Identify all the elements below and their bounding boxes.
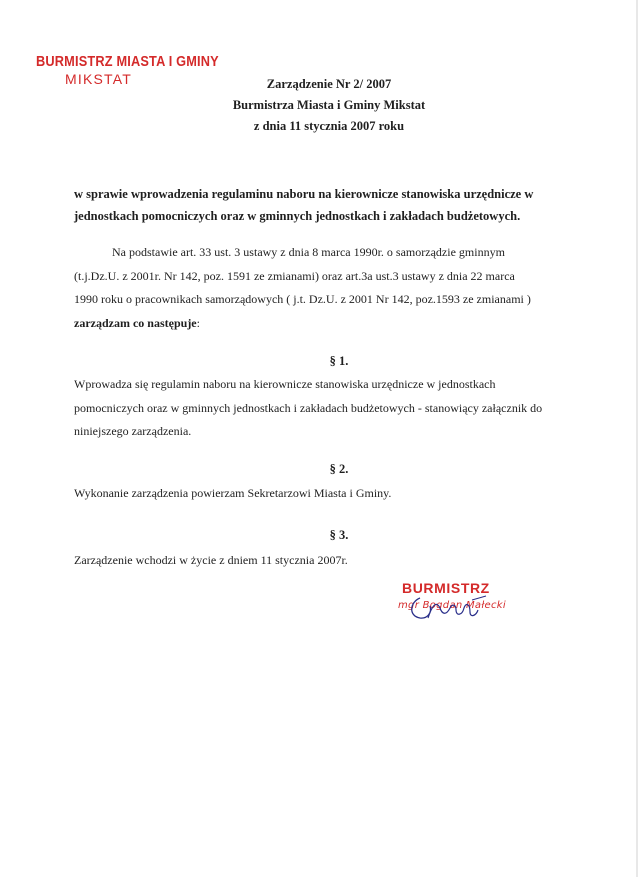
section-1-line-3: niniejszego zarządzenia. <box>74 424 192 438</box>
basis-ordering-phrase: zarządzam co następuje <box>74 315 197 330</box>
subject-line-2: jednostkach pomocniczych oraz w gminnych jednostkach i zakładach budżetowych. <box>74 209 521 223</box>
document-issuer: Burmistrza Miasta i Gminy Mikstat <box>232 98 426 112</box>
section-2-line-1: Wykonanie zarządzenia powierzam Sekretarzowi Miasta i Gminy. <box>74 486 392 500</box>
basis-line-1: Na podstawie art. 33 ust. 3 ustawy z dnia 8 marca 1990r. o samorządzie gminnym <box>112 245 505 259</box>
document-header <box>0 74 638 137</box>
signature-name: mgr Bogdan Małecki <box>398 600 506 611</box>
section-1-line-2: pomocniczych oraz w gminnych jednostkach i zakładach budżetowych - stanowiący załącznik do <box>74 400 543 415</box>
section-3-body <box>74 549 584 573</box>
section-1-number: § 1. <box>329 354 349 368</box>
basis-line-4 <box>74 312 584 336</box>
section-2-body <box>74 482 584 506</box>
handwritten-signature-icon <box>406 588 496 622</box>
section-1-body <box>74 373 584 444</box>
basis-colon: : <box>196 315 200 330</box>
document-title: Zarządzenie Nr 2/ 2007 <box>266 77 392 91</box>
subject-line-1: w sprawie wprowadzenia regulaminu naboru na kierownicze stanowiska urzędnicze w <box>74 187 534 201</box>
stamp-line-1: BURMISTRZ MIASTA I GMINY <box>36 54 219 70</box>
section-2-number: § 2. <box>329 462 349 476</box>
legal-basis <box>74 241 584 335</box>
document-subject <box>74 183 574 227</box>
section-3-number: § 3. <box>329 528 349 542</box>
section-1-line-1: Wprowadza się regulamin naboru na kierownicze stanowiska urzędnicze w jednostkach <box>74 377 496 391</box>
stamp-line-2: MIKSTAT <box>65 71 132 87</box>
basis-line-2: (t.j.Dz.U. z 2001r. Nr 142, poz. 1591 ze zmianami) oraz art.3a ust.3 ustawy z dnia 22 marca <box>74 268 515 283</box>
basis-line-3: 1990 roku o pracownikach samorządowych ( j.t. Dz.U. z 2001 Nr 142, poz.1593 ze zmianami ) <box>74 292 531 306</box>
section-3-line-1: Zarządzenie wchodzi w życie z dniem 11 stycznia 2007r. <box>74 553 348 567</box>
document-date: z dnia 11 stycznia 2007 roku <box>253 119 405 133</box>
signature-title: BURMISTRZ <box>402 580 490 596</box>
